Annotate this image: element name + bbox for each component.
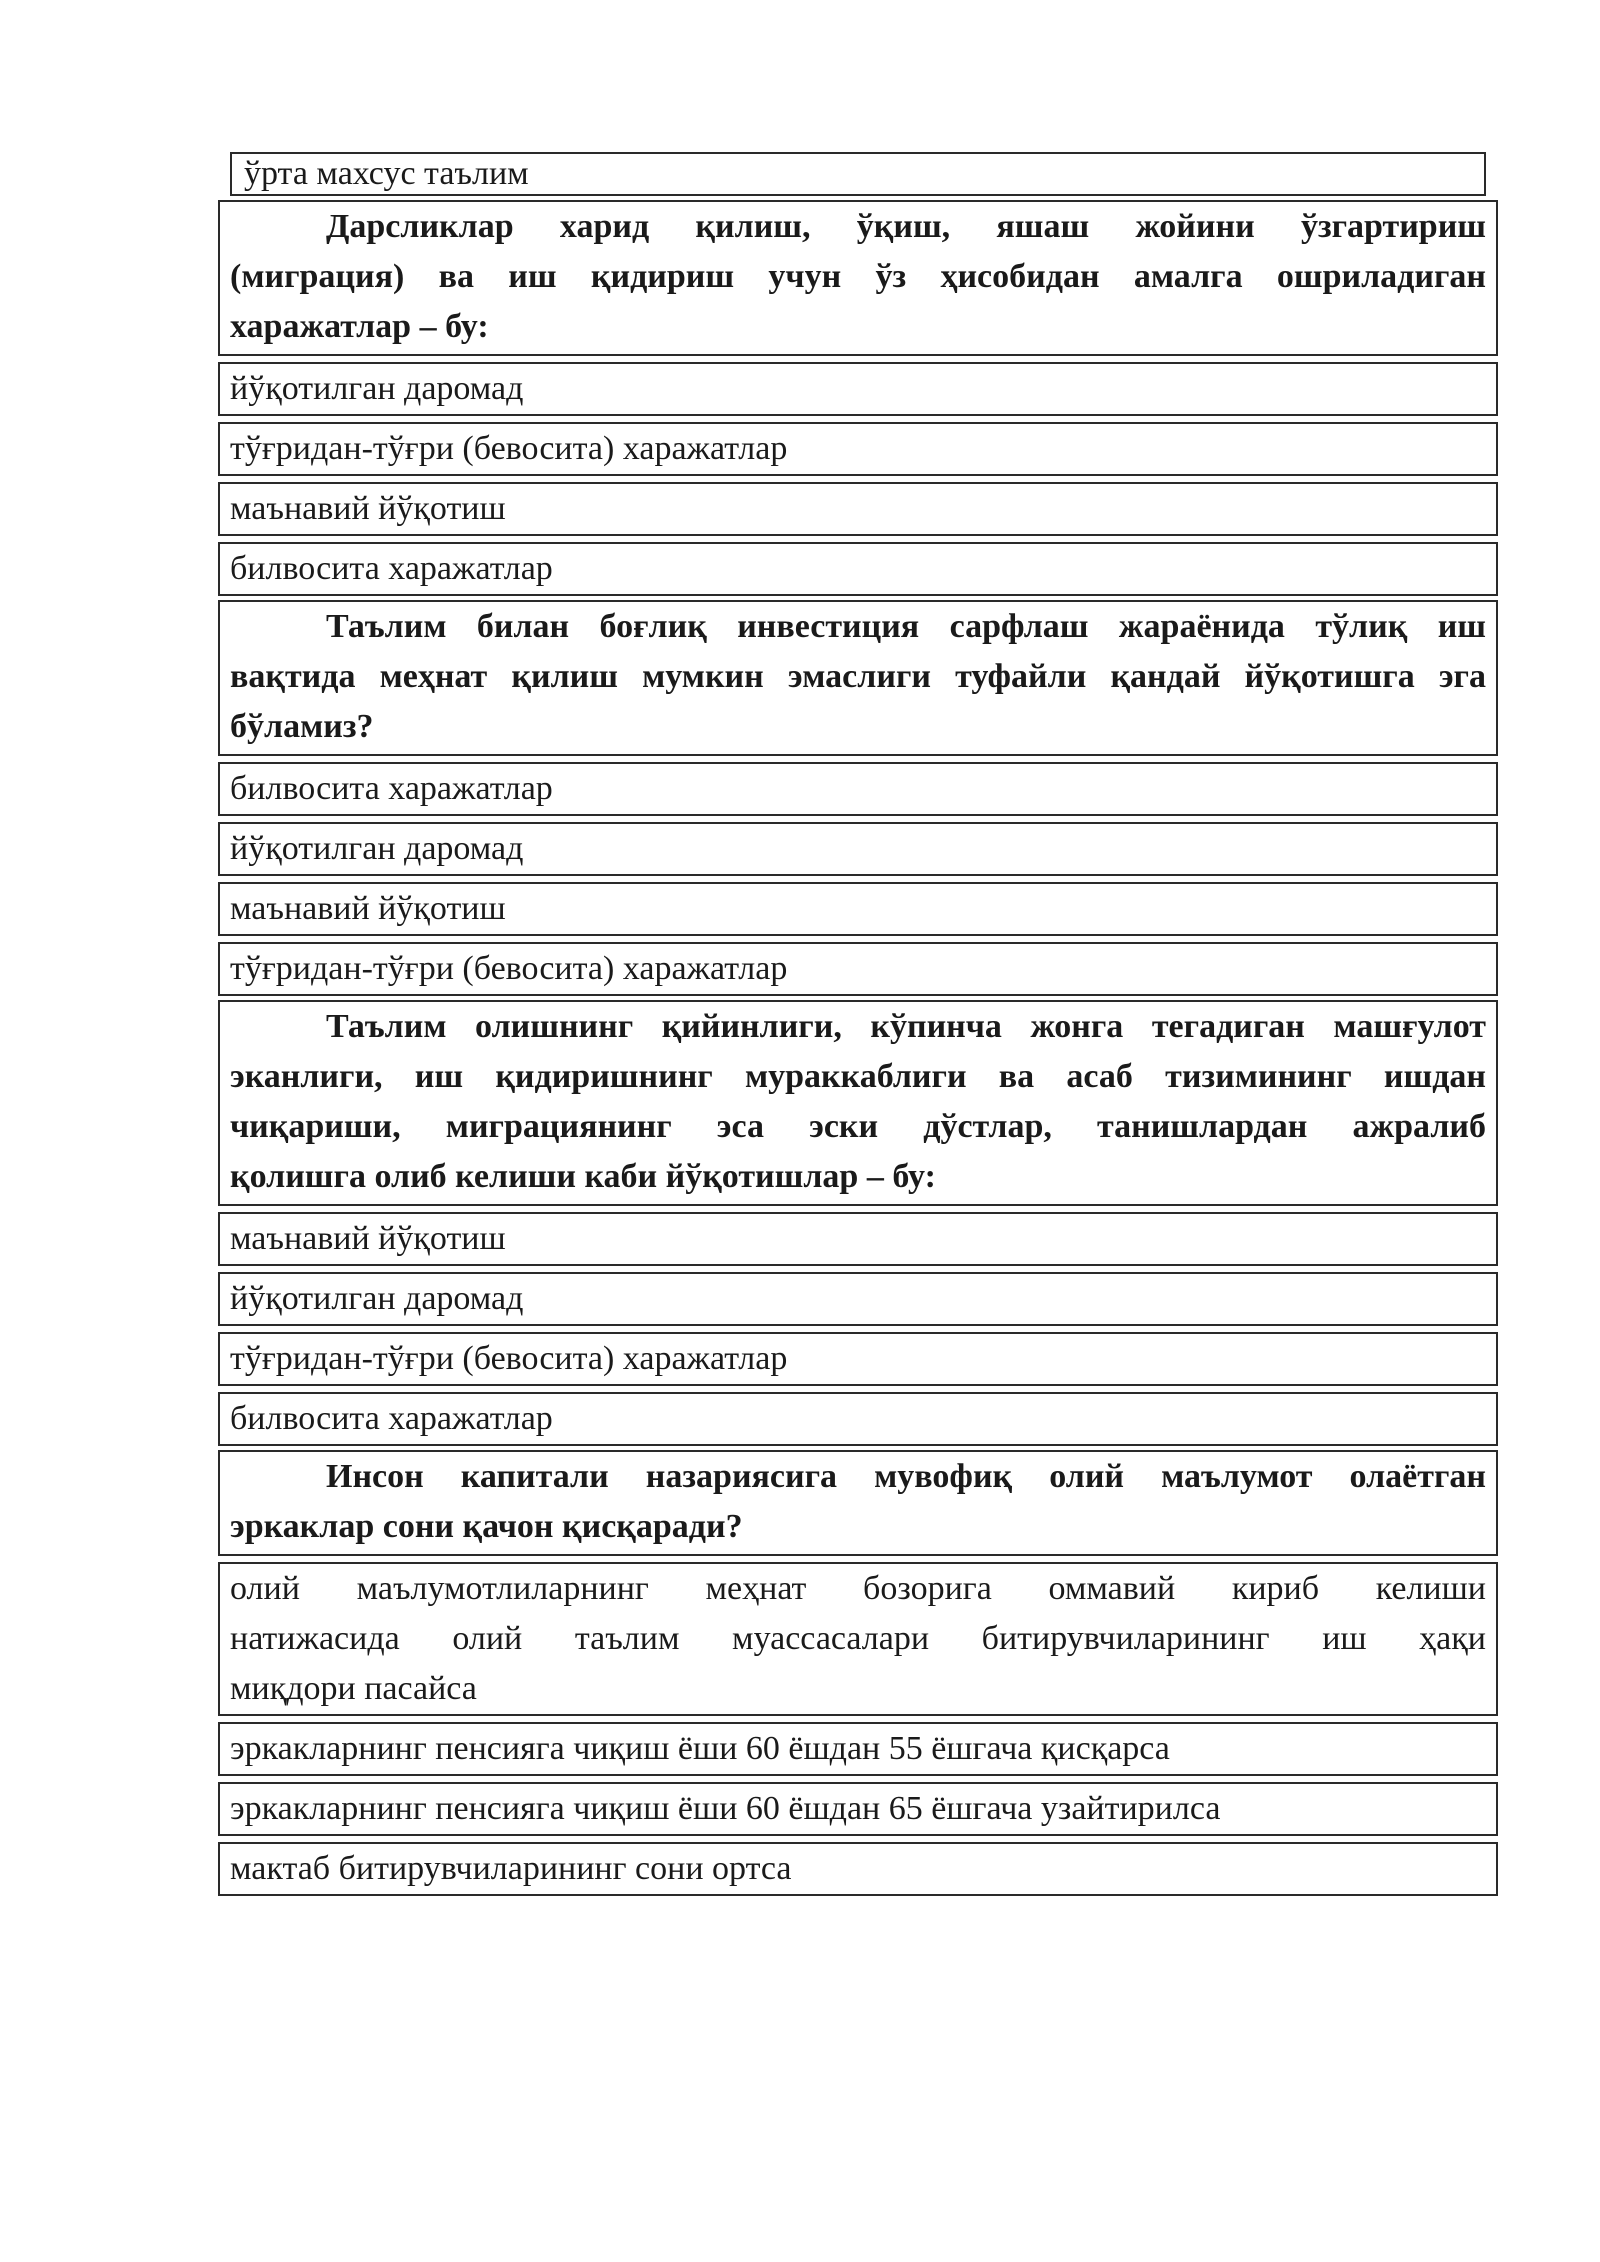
answer-option: билвосита харажатлар [218, 1392, 1498, 1446]
question-block [218, 1000, 1500, 1446]
answer-option: маънавий йўқотиш [218, 882, 1498, 936]
question-line: (миграция) ва иш қидириш учун ўз ҳисобидан амалга ошриладиган [230, 258, 1486, 295]
answer-option: йўқотилган даромад [218, 362, 1498, 416]
question-line: қолишга олиб келиши каби йўқотишлар – бу: [230, 1158, 936, 1195]
answer-option: билвосита харажатлар [218, 542, 1498, 596]
question-line: Таълим билан боғлиқ инвестиция сарфлаш жараёнида тўлиқ иш [326, 608, 1486, 645]
option-cell: ўрта махсус таълим [230, 152, 1486, 196]
question-text [218, 600, 1498, 756]
test-questions-table [218, 152, 1500, 1896]
question-line: бўламиз? [230, 708, 374, 745]
answer-option: тўғридан-тўғри (бевосита) харажатлар [218, 942, 1498, 996]
question-block [218, 600, 1500, 996]
answer-option-line: миқдори пасайса [230, 1670, 477, 1707]
question-line: Дарсликлар харид қилиш, ўқиш, яшаш жойини ўзгартириш [326, 208, 1486, 245]
question-line: эканлиги, иш қидиришнинг мураккаблиги ва асаб тизимининг ишдан [230, 1058, 1486, 1095]
answer-option: эркакларнинг пенсияга чиқиш ёши 60 ёшдан 55 ёшгача қисқарса [218, 1722, 1498, 1776]
answer-option: эркакларнинг пенсияга чиқиш ёши 60 ёшдан 65 ёшгача узайтирилса [218, 1782, 1498, 1836]
answer-option-line: олий маълумотлиларнинг меҳнат бозорига оммавий кириб келиши [230, 1570, 1486, 1607]
answer-option-line: натижасида олий таълим муассасалари битирувчиларининг иш ҳақи [230, 1620, 1486, 1657]
question-text [218, 1450, 1498, 1556]
question-line: чиқариши, миграциянинг эса эски дўстлар, танишлардан ажралиб [230, 1108, 1486, 1145]
answer-option: йўқотилган даромад [218, 1272, 1498, 1326]
answer-option [218, 1562, 1498, 1716]
question-text [218, 1000, 1498, 1206]
question-line: вақтида меҳнат қилиш мумкин эмаслиги туфайли қандай йўқотишга эга [230, 658, 1486, 695]
question-line: Инсон капитали назариясига мувофиқ олий маълумот олаётган [326, 1458, 1486, 1495]
question-line: харажатлар – бу: [230, 308, 489, 345]
answer-option: тўғридан-тўғри (бевосита) харажатлар [218, 422, 1498, 476]
question-text [218, 200, 1498, 356]
answer-option: тўғридан-тўғри (бевосита) харажатлар [218, 1332, 1498, 1386]
question-block [218, 200, 1500, 596]
answer-option: маънавий йўқотиш [218, 482, 1498, 536]
question-block [218, 1450, 1500, 1896]
answer-option: маънавий йўқотиш [218, 1212, 1498, 1266]
question-line: эркаклар сони қачон қисқаради? [230, 1508, 743, 1545]
answer-option: йўқотилган даромад [218, 822, 1498, 876]
answer-option: билвосита харажатлар [218, 762, 1498, 816]
answer-option: мактаб битирувчиларининг сони ортса [218, 1842, 1498, 1896]
question-line: Таълим олишнинг қийинлиги, кўпинча жонга тегадиган машғулот [326, 1008, 1486, 1045]
